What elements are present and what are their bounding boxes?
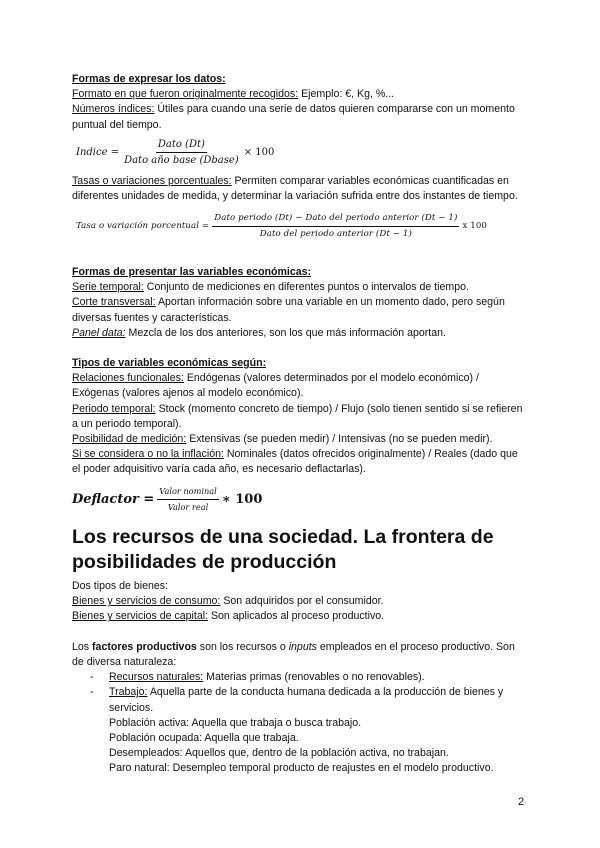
formula-deflactor-rhs: ∗ 100 xyxy=(221,491,263,507)
relaciones-text: Endógenas (valores determinados por el modelo económico) / Exógenas (valores ajenos al modelo económico). xyxy=(72,372,479,400)
tasas-label: Tasas o variaciones porcentuales: xyxy=(72,175,232,188)
formula-indice-lhs: Indice = xyxy=(76,146,120,158)
formato-text: Ejemplo: €, Kg, %... xyxy=(298,88,395,101)
list-item-recursos-naturales xyxy=(90,670,528,685)
inputs-term: inputs xyxy=(288,640,317,653)
tasas-text: Permiten comparar variables económicas cuantificadas en diferentes unidades de medida, y determinar la variación sufrida entre dos instantes de tiempo. xyxy=(72,175,518,203)
formula-indice xyxy=(76,137,528,168)
formula-tasa-denominator: Dato del periodo anterior (Dt − 1) xyxy=(259,228,412,239)
formula-indice-rhs: × 100 xyxy=(243,146,275,158)
paro-natural: Paro natural: Desempleo temporal producto de reajustes en el modelo productivo. xyxy=(109,762,494,775)
poblacion-activa: Población activa: Aquella que trabaja o busca trabajo. xyxy=(109,716,362,729)
formula-deflactor-denominator: Valor real xyxy=(167,501,209,512)
numeros-label: Números índices: xyxy=(72,103,155,116)
desempleados: Desempleados: Aquellos que, dentro de la población activa, no trabajan. xyxy=(109,747,449,760)
corte-text: Aportan información sobre una variable en un momento dado, pero según diversas fuentes y características. xyxy=(72,296,505,324)
posibilidad-label: Posibilidad de medición: xyxy=(72,433,187,446)
list-item-trabajo xyxy=(90,685,528,715)
formula-deflactor-numerator: Valor nominal xyxy=(157,484,218,500)
panel-text: Mezcla de los dos anteriores, son los que más información aportan. xyxy=(125,326,446,339)
formula-indice-numerator: Dato (Dt) xyxy=(156,137,207,153)
inflacion-label: Si se considera o no la inflación: xyxy=(72,448,224,461)
formato-label: Formato en que fueron originalmente recogidos: xyxy=(72,88,299,101)
inflacion-text: Nominales (datos ofrecidos originalmente) / Reales (dado que el poder adquisitivo varía cada año, es necesario deflactarlas). xyxy=(72,448,518,476)
capital-text: Son aplicados al proceso productivo. xyxy=(208,610,385,623)
section-heading-recursos: Los recursos de una sociedad. La frontera de posibilidades de producción xyxy=(72,526,494,574)
corte-label: Corte transversal: xyxy=(72,296,156,309)
corte-paragraph xyxy=(72,295,528,325)
consumo-text: Son adquiridos por el consumidor. xyxy=(220,595,384,608)
capital-paragraph xyxy=(72,609,528,624)
poblacion-ocupada: Población ocupada: Aquella que trabaja. xyxy=(109,731,299,744)
formato-paragraph xyxy=(72,87,528,102)
trabajo-text: Aquella parte de la conducta humana dedicada a la producción de bienes y servicios. xyxy=(109,686,504,714)
numeros-text: Útiles para cuando una serie de datos quieren compararse con un momento puntual del tiempo. xyxy=(72,103,515,131)
section-title-tipos-variables: Tipos de variables económicas según: xyxy=(72,357,267,370)
serie-paragraph xyxy=(72,280,528,295)
posibilidad-paragraph xyxy=(72,432,528,447)
formula-tasa-numerator: Dato periodo (Dt) − Dato del periodo anterior (Dt − 1) xyxy=(212,211,459,227)
consumo-label: Bienes y servicios de consumo: xyxy=(72,595,221,608)
periodo-label: Periodo temporal: xyxy=(72,402,156,415)
numeros-paragraph xyxy=(72,102,528,132)
periodo-paragraph xyxy=(72,402,528,432)
document-page xyxy=(72,72,528,777)
factores-mid: son los recursos o xyxy=(196,640,289,653)
factores-term: factores productivos xyxy=(92,640,197,653)
page-number: 2 xyxy=(518,796,525,808)
capital-label: Bienes y servicios de capital: xyxy=(72,610,209,623)
periodo-text: Stock (momento concreto de tiempo) / Flujo (solo tienen sentido si se refieren a un periodo temporal). xyxy=(72,402,523,430)
recursos-label: Recursos naturales: xyxy=(109,671,204,684)
trabajo-label: Trabajo: xyxy=(109,686,148,699)
bienes-intro: Dos tipos de bienes: xyxy=(72,580,168,593)
formula-tasa-rhs: x 100 xyxy=(462,220,487,231)
factores-pre: Los xyxy=(72,640,93,653)
relaciones-label: Relaciones funcionales: xyxy=(72,372,184,385)
inflacion-paragraph xyxy=(72,447,528,477)
consumo-paragraph xyxy=(72,594,528,609)
section-title-formas-presentar: Formas de presentar las variables económicas: xyxy=(72,266,312,279)
posibilidad-text: Extensivas (se pueden medir) / Intensivas (no se pueden medir). xyxy=(186,433,493,446)
panel-label: Panel data: xyxy=(72,326,126,339)
serie-text: Conjunto de mediciones en diferentes puntos o intervalos de tiempo. xyxy=(143,281,469,294)
recursos-text: Materias primas (renovables o no renovables). xyxy=(203,671,425,684)
formula-indice-fraction xyxy=(122,137,241,168)
formula-deflactor-lhs: Deflactor = xyxy=(72,491,155,507)
formula-tasa-lhs: Tasa o variación porcentual = xyxy=(76,220,210,231)
tasas-paragraph xyxy=(72,174,528,204)
factores-list xyxy=(72,670,528,716)
factores-paragraph xyxy=(72,640,528,670)
factores-post: empleados en el proceso productivo. Son de diversa naturaleza: xyxy=(72,640,515,668)
section-title-formas-expresar: Formas de expresar los datos: xyxy=(72,73,226,85)
serie-label: Serie temporal: xyxy=(72,281,144,294)
formula-deflactor xyxy=(72,484,528,515)
panel-paragraph xyxy=(72,326,528,341)
formula-deflactor-fraction xyxy=(157,484,218,515)
formula-indice-denominator: Dato año base (Dbase) xyxy=(124,155,239,167)
formula-tasa xyxy=(76,211,528,242)
formula-tasa-fraction xyxy=(212,211,459,242)
relaciones-paragraph xyxy=(72,371,528,401)
